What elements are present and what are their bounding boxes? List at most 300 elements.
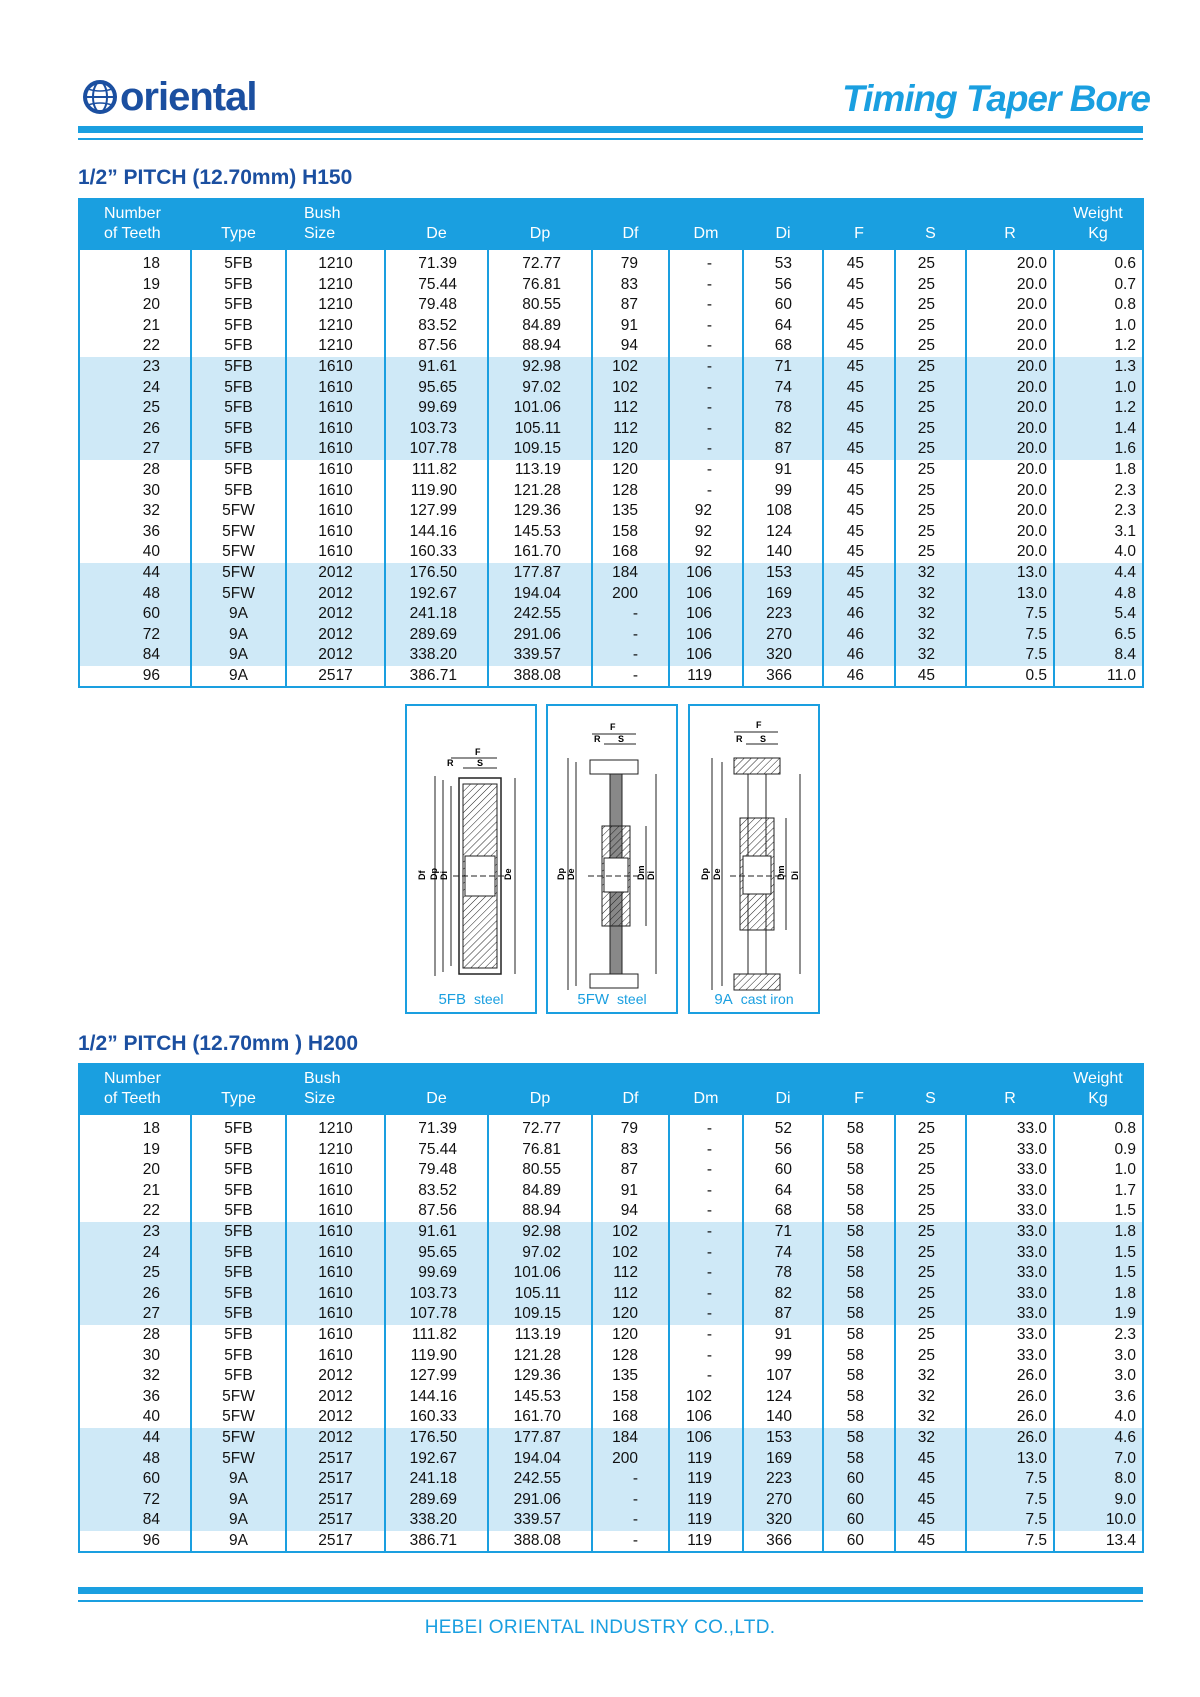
cell-dp: 72.77 [488,250,592,275]
cell-s: 25 [895,1263,966,1284]
cell-r: 0.5 [966,666,1054,688]
cell-f: 45 [823,460,895,481]
cell-dp: 113.19 [488,1325,592,1346]
cell-dm: 106 [669,1407,743,1428]
cell-s: 32 [895,1366,966,1387]
cell-r: 20.0 [966,316,1054,337]
cell-de: 241.18 [385,604,488,625]
cell-bush: 2012 [286,625,385,646]
cell-type: 5FW [191,522,286,543]
cell-df: 200 [592,584,669,605]
cell-df: 112 [592,419,669,440]
cell-dp: 109.15 [488,439,592,460]
cell-s: 32 [895,1387,966,1408]
cell-f: 45 [823,295,895,316]
section-title-h150: 1/2” PITCH (12.70mm) H150 [78,166,353,189]
cell-de: 83.52 [385,316,488,337]
cell-de: 103.73 [385,1284,488,1305]
cell-df: 128 [592,481,669,502]
table-row [79,1160,1143,1181]
cell-dm: - [669,1222,743,1243]
cell-di: 78 [743,1263,823,1284]
col-r: R [1004,1090,1016,1107]
cell-type: 5FB [191,1284,286,1305]
cell-df: 112 [592,1284,669,1305]
cell-dm: - [669,275,743,296]
cell-s: 45 [895,1531,966,1553]
cell-f: 58 [823,1366,895,1387]
cell-r: 33.0 [966,1160,1054,1181]
cell-di: 270 [743,625,823,646]
brand-logo [82,74,256,120]
cell-dp: 113.19 [488,460,592,481]
cell-dm: 106 [669,1428,743,1449]
cell-di: 366 [743,666,823,688]
table-row [79,1243,1143,1264]
cell-type: 5FB [191,419,286,440]
cell-di: 223 [743,604,823,625]
col-df: Df [622,225,639,242]
col-weight: Weight Kg [1073,1070,1123,1107]
cell-weight: 11.0 [1054,666,1143,688]
cell-f: 58 [823,1160,895,1181]
cell-teeth: 36 [142,522,160,540]
cell-df: - [592,666,669,688]
cell-weight: 1.5 [1054,1263,1143,1284]
cell-r: 7.5 [966,1510,1054,1531]
table-row [79,1222,1143,1243]
cell-teeth: 25 [79,398,191,419]
cell-f: 58 [823,1115,895,1140]
cell-dm: - [669,1366,743,1387]
cell-di: 78 [743,398,823,419]
cell-dm: 119 [669,1531,743,1553]
cell-df: 112 [592,398,669,419]
cell-dm: - [669,1115,743,1140]
cell-s: 25 [895,1115,966,1140]
cell-weight: 4.8 [1054,584,1143,605]
cell-s: 45 [895,1469,966,1490]
cell-type: 5FB [191,378,286,399]
cell-di: 99 [743,481,823,502]
cell-weight: 2.3 [1054,1325,1143,1346]
col-type: Type [221,1090,256,1107]
cell-f: 58 [823,1428,895,1449]
cell-teeth: 24 [79,378,191,399]
cell-r: 26.0 [966,1428,1054,1449]
cell-s: 25 [895,1325,966,1346]
cell-f: 45 [823,398,895,419]
cell-df: 102 [592,1222,669,1243]
cell-weight: 1.8 [1054,1284,1143,1305]
table-row [79,645,1143,666]
cell-dm: 92 [669,542,743,563]
dim-label-s: S [760,734,767,744]
cell-de: 79.48 [385,295,488,316]
cell-bush: 1610 [286,1325,385,1346]
cell-s: 25 [895,460,966,481]
cell-dm: 102 [669,1387,743,1408]
cell-type: 5FB [191,1222,286,1243]
cell-r: 26.0 [966,1366,1054,1387]
cell-f: 58 [823,1263,895,1284]
col-f: F [854,225,864,242]
table-row [79,1387,1143,1408]
cell-bush: 1610 [286,501,385,522]
cell-weight: 1.2 [1054,398,1143,419]
dim-label-s: S [618,734,625,744]
cell-s: 25 [895,1222,966,1243]
cell-dp: 194.04 [488,1449,592,1470]
cell-r: 33.0 [966,1201,1054,1222]
cell-di: 52 [743,1115,823,1140]
cell-s: 25 [895,481,966,502]
cell-weight: 10.0 [1054,1510,1143,1531]
table-row [79,666,1143,688]
cell-f: 60 [823,1469,895,1490]
cell-dp: 242.55 [488,604,592,625]
col-number-of-teeth: Number of Teeth [104,1070,161,1107]
col-dp: Dp [529,225,551,242]
cell-de: 99.69 [385,398,488,419]
cell-r: 20.0 [966,336,1054,357]
table-row [79,501,1143,522]
cell-type: 5FB [191,1181,286,1202]
cell-df: 112 [592,1263,669,1284]
cell-de: 107.78 [385,439,488,460]
cell-bush: 1610 [286,1284,385,1305]
cell-di: 108 [743,501,823,522]
cell-de: 111.82 [385,460,488,481]
cell-r: 33.0 [966,1325,1054,1346]
cell-de: 71.39 [385,1115,488,1140]
cell-s: 32 [895,1407,966,1428]
col-di: Di [775,225,791,242]
cell-dp: 101.06 [488,1263,592,1284]
cell-di: 91 [743,460,823,481]
table-row [79,1449,1143,1470]
cell-dp: 121.28 [488,481,592,502]
table-row [79,1304,1143,1325]
table-row [79,1490,1143,1511]
cell-teeth: 28 [142,1325,160,1343]
cell-df: 87 [592,295,669,316]
cell-type: 9A [191,604,286,625]
cell-di: 74 [743,378,823,399]
cell-teeth: 30 [142,1346,160,1364]
cell-bush: 1610 [286,1243,385,1264]
cell-de: 75.44 [385,1140,488,1161]
cell-dp: 339.57 [488,645,592,666]
cell-type: 5FB [191,439,286,460]
cell-df: 135 [592,501,669,522]
col-df: Df [622,1090,639,1107]
cell-df: 200 [592,1449,669,1470]
table-row [79,1407,1143,1428]
diagram-caption-5fw: 5FW steel [577,991,647,1008]
cell-di: 91 [743,1325,823,1346]
diagram-caption-9a: 9A cast iron [714,991,794,1008]
cell-di: 107 [743,1366,823,1387]
cell-type: 5FB [191,316,286,337]
table-row [79,1469,1143,1490]
cell-type: 9A [191,645,286,666]
cell-dp: 92.98 [488,1222,592,1243]
header-rule-thin [78,138,1143,140]
cell-de: 79.48 [385,1160,488,1181]
cell-dm: 106 [669,645,743,666]
cell-dp: 97.02 [488,1243,592,1264]
cell-teeth: 27 [79,1304,191,1325]
cell-dp: 97.02 [488,378,592,399]
cell-de: 160.33 [385,1407,488,1428]
cell-dp: 88.94 [488,1201,592,1222]
table-row [79,1346,1143,1367]
cell-f: 46 [823,604,895,625]
col-dm: Dm [693,225,719,242]
cell-weight: 0.8 [1054,1115,1143,1140]
cell-df: 79 [592,250,669,275]
cell-f: 58 [823,1243,895,1264]
cell-dp: 129.36 [488,501,592,522]
cell-bush: 1210 [286,275,385,296]
cell-de: 192.67 [385,584,488,605]
table-row [79,419,1143,440]
cell-r: 7.5 [966,604,1054,625]
cell-bush: 1210 [286,1140,385,1161]
cell-f: 60 [823,1510,895,1531]
table-row [79,357,1143,378]
cell-bush: 2012 [286,563,385,584]
cell-dp: 72.77 [488,1115,592,1140]
cell-weight: 1.2 [1054,336,1143,357]
cell-teeth: 19 [142,275,160,293]
cell-f: 45 [823,275,895,296]
cell-type: 5FB [191,357,286,378]
cell-dp: 80.55 [488,295,592,316]
cell-dp: 84.89 [488,1181,592,1202]
cell-r: 33.0 [966,1243,1054,1264]
cell-di: 223 [743,1469,823,1490]
cell-s: 25 [895,250,966,275]
cell-dp: 177.87 [488,563,592,584]
cell-di: 82 [743,1284,823,1305]
cell-de: 127.99 [385,1366,488,1387]
cell-s: 25 [895,1304,966,1325]
cell-s: 25 [895,542,966,563]
cell-dm: - [669,378,743,399]
cell-s: 25 [895,1181,966,1202]
cell-de: 91.61 [385,357,488,378]
cell-dm: - [669,295,743,316]
cell-type: 5FB [191,1115,286,1140]
cell-s: 25 [895,1346,966,1367]
cell-df: 102 [592,1243,669,1264]
col-number-of-teeth: Number of Teeth [104,205,161,242]
col-bush-size: Bush Size [304,1070,341,1107]
cell-f: 46 [823,625,895,646]
cell-teeth: 26 [79,419,191,440]
cell-f: 46 [823,645,895,666]
cell-f: 58 [823,1140,895,1161]
col-dp: Dp [529,1090,551,1107]
col-r: R [1004,225,1016,242]
table-row [79,563,1143,584]
cell-bush: 1610 [286,542,385,563]
cell-dp: 177.87 [488,1428,592,1449]
cell-weight: 1.5 [1054,1201,1143,1222]
cell-di: 320 [743,645,823,666]
cell-weight: 8.4 [1054,645,1143,666]
cell-s: 25 [895,501,966,522]
cell-teeth: 44 [79,1428,191,1449]
cell-teeth: 21 [142,316,160,334]
cell-dm: - [669,439,743,460]
cell-df: 158 [592,1387,669,1408]
cell-f: 45 [823,522,895,543]
cell-r: 7.5 [966,645,1054,666]
col-de: De [426,225,447,242]
cell-r: 20.0 [966,275,1054,296]
cell-weight: 1.0 [1054,1160,1143,1181]
cell-dp: 76.81 [488,1140,592,1161]
col-bush-size: Bush Size [304,205,341,242]
cell-dp: 88.94 [488,336,592,357]
dim-label-dp: Dp [556,868,566,880]
cell-f: 58 [823,1201,895,1222]
cell-df: - [592,1531,669,1553]
cell-df: 83 [592,275,669,296]
cell-f: 58 [823,1325,895,1346]
table-body-h150 [79,250,1143,687]
cell-teeth: 60 [79,604,191,625]
col-f: F [854,1090,864,1107]
cell-s: 45 [895,666,966,688]
cell-dm: - [669,1263,743,1284]
cell-bush: 2012 [286,584,385,605]
cell-di: 169 [743,1449,823,1470]
cell-bush: 1610 [286,1346,385,1367]
pulley-9a-drawing [690,706,818,1012]
cell-df: 120 [592,439,669,460]
cell-teeth: 27 [79,439,191,460]
cell-r: 13.0 [966,1449,1054,1470]
cell-s: 45 [895,1510,966,1531]
cell-dp: 339.57 [488,1510,592,1531]
cell-weight: 0.8 [1054,295,1143,316]
cell-dp: 121.28 [488,1346,592,1367]
dim-label-dm: Dm [636,865,646,880]
cell-bush: 1610 [286,1160,385,1181]
cell-bush: 2517 [286,1510,385,1531]
cell-dp: 242.55 [488,1469,592,1490]
cell-r: 33.0 [966,1140,1054,1161]
cell-df: - [592,645,669,666]
cell-s: 25 [895,1243,966,1264]
cell-dm: - [669,1325,743,1346]
cell-f: 45 [823,501,895,522]
section-title-h200: 1/2” PITCH (12.70mm ) H200 [78,1032,359,1055]
cell-type: 5FW [191,1387,286,1408]
cell-de: 99.69 [385,1263,488,1284]
cell-di: 60 [743,1160,823,1181]
cell-s: 45 [895,1490,966,1511]
cell-type: 5FB [191,1263,286,1284]
table-body-h200 [79,1115,1143,1552]
cell-dm: - [669,398,743,419]
cell-de: 386.71 [385,1531,488,1553]
cell-bush: 1210 [286,316,385,337]
cell-teeth: 40 [142,1408,160,1426]
table-row [79,316,1143,337]
cell-dm: 92 [669,522,743,543]
cell-bush: 1610 [286,1263,385,1284]
cell-type: 9A [191,1490,286,1511]
cell-weight: 0.7 [1054,275,1143,296]
cell-dp: 105.11 [488,1284,592,1305]
cell-type: 9A [191,625,286,646]
cell-di: 56 [743,275,823,296]
cell-de: 160.33 [385,542,488,563]
cell-f: 45 [823,542,895,563]
table-row [79,1140,1143,1161]
cell-df: 128 [592,1346,669,1367]
table-row [79,275,1143,296]
cell-r: 7.5 [966,1531,1054,1553]
cell-df: 87 [592,1160,669,1181]
cell-weight: 1.7 [1054,1181,1143,1202]
cell-type: 5FW [191,542,286,563]
cell-r: 7.5 [966,625,1054,646]
cell-f: 46 [823,666,895,688]
cell-type: 5FB [191,1243,286,1264]
cell-f: 45 [823,439,895,460]
cell-teeth: 18 [142,255,160,272]
cell-df: - [592,625,669,646]
cell-df: 120 [592,460,669,481]
cell-r: 13.0 [966,563,1054,584]
cell-df: 168 [592,1407,669,1428]
cell-r: 33.0 [966,1115,1054,1140]
cell-weight: 4.0 [1054,542,1143,563]
dim-label-f: F [610,722,616,732]
cell-f: 58 [823,1449,895,1470]
cell-de: 87.56 [385,1201,488,1222]
cell-weight: 1.0 [1054,316,1143,337]
cell-weight: 4.4 [1054,563,1143,584]
cell-de: 338.20 [385,1510,488,1531]
table-row [79,1366,1143,1387]
cell-dp: 76.81 [488,275,592,296]
cell-f: 60 [823,1531,895,1553]
table-row [79,295,1143,316]
cell-de: 71.39 [385,250,488,275]
cell-de: 241.18 [385,1469,488,1490]
cell-di: 56 [743,1140,823,1161]
cell-r: 20.0 [966,481,1054,502]
cell-s: 25 [895,316,966,337]
col-dm: Dm [693,1090,719,1107]
cell-teeth: 72 [79,625,191,646]
cell-dp: 291.06 [488,625,592,646]
cell-s: 32 [895,645,966,666]
cell-type: 5FW [191,584,286,605]
cell-teeth: 84 [79,1510,191,1531]
cell-df: 168 [592,542,669,563]
cell-df: 102 [592,378,669,399]
cell-dp: 84.89 [488,316,592,337]
cell-f: 58 [823,1181,895,1202]
